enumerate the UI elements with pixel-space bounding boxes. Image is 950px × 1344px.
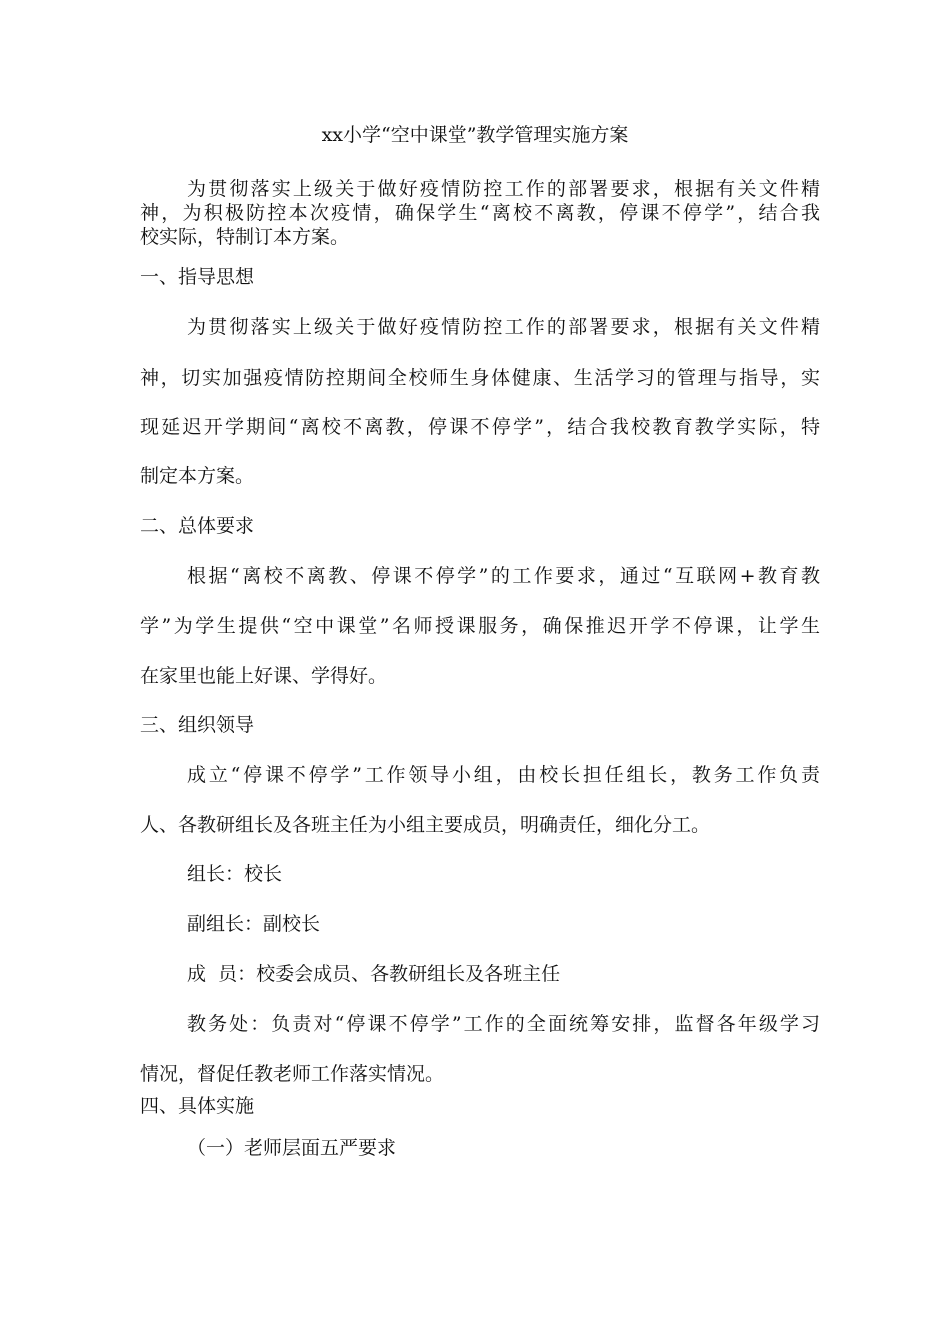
- intro-line-3: 校实际，特制订本方案。: [140, 226, 350, 248]
- section3-office-line-1: 教务处：负责对“停课不停学”工作的全面统筹安排，监督各年级学习: [187, 1013, 820, 1035]
- section1-line-2: 神，切实加强疫情防控期间全校师生身体健康、生活学习的管理与指导，实: [140, 367, 820, 389]
- section2-heading: 二、总体要求: [140, 515, 255, 537]
- section2-line-2: 学”为学生提供“空中课堂”名师授课服务，确保推迟开学不停课，让学生: [140, 615, 820, 637]
- section4-subheading-1: （一）老师层面五严要求: [187, 1137, 397, 1159]
- document-title: xx小学“空中课堂”教学管理实施方案: [321, 124, 629, 146]
- section2-line-3: 在家里也能上好课、学得好。: [140, 665, 388, 687]
- section1-line-4: 制定本方案。: [140, 465, 255, 487]
- section3-line-1: 成立“停课不停学”工作领导小组，由校长担任组长，教务工作负责: [187, 764, 820, 786]
- section4-heading: 四、具体实施: [140, 1095, 255, 1117]
- section3-office-line-2: 情况，督促任教老师工作落实情况。: [140, 1063, 445, 1085]
- intro-line-1: 为贯彻落实上级关于做好疫情防控工作的部署要求，根据有关文件精: [187, 178, 820, 200]
- section3-line-2: 人、各教研组长及各班主任为小组主要成员，明确责任，细化分工。: [140, 814, 711, 836]
- section1-heading: 一、指导思想: [140, 266, 255, 288]
- intro-line-2: 神，为积极防控本次疫情，确保学生“离校不离教，停课不停学”，结合我: [140, 202, 820, 224]
- section3-heading: 三、组织领导: [140, 714, 255, 736]
- section3-members: 成 员：校委会成员、各教研组长及各班主任: [187, 963, 561, 985]
- section1-line-3: 现延迟开学期间“离校不离教，停课不停学”，结合我校教育教学实际，特: [140, 416, 820, 438]
- section3-leader: 组长：校长: [187, 863, 283, 885]
- section1-line-1: 为贯彻落实上级关于做好疫情防控工作的部署要求，根据有关文件精: [187, 316, 820, 338]
- section2-line-1: 根据“离校不离教、停课不停学”的工作要求，通过“互联网+教育教: [187, 565, 820, 587]
- section3-vice-leader: 副组长：副校长: [187, 913, 321, 935]
